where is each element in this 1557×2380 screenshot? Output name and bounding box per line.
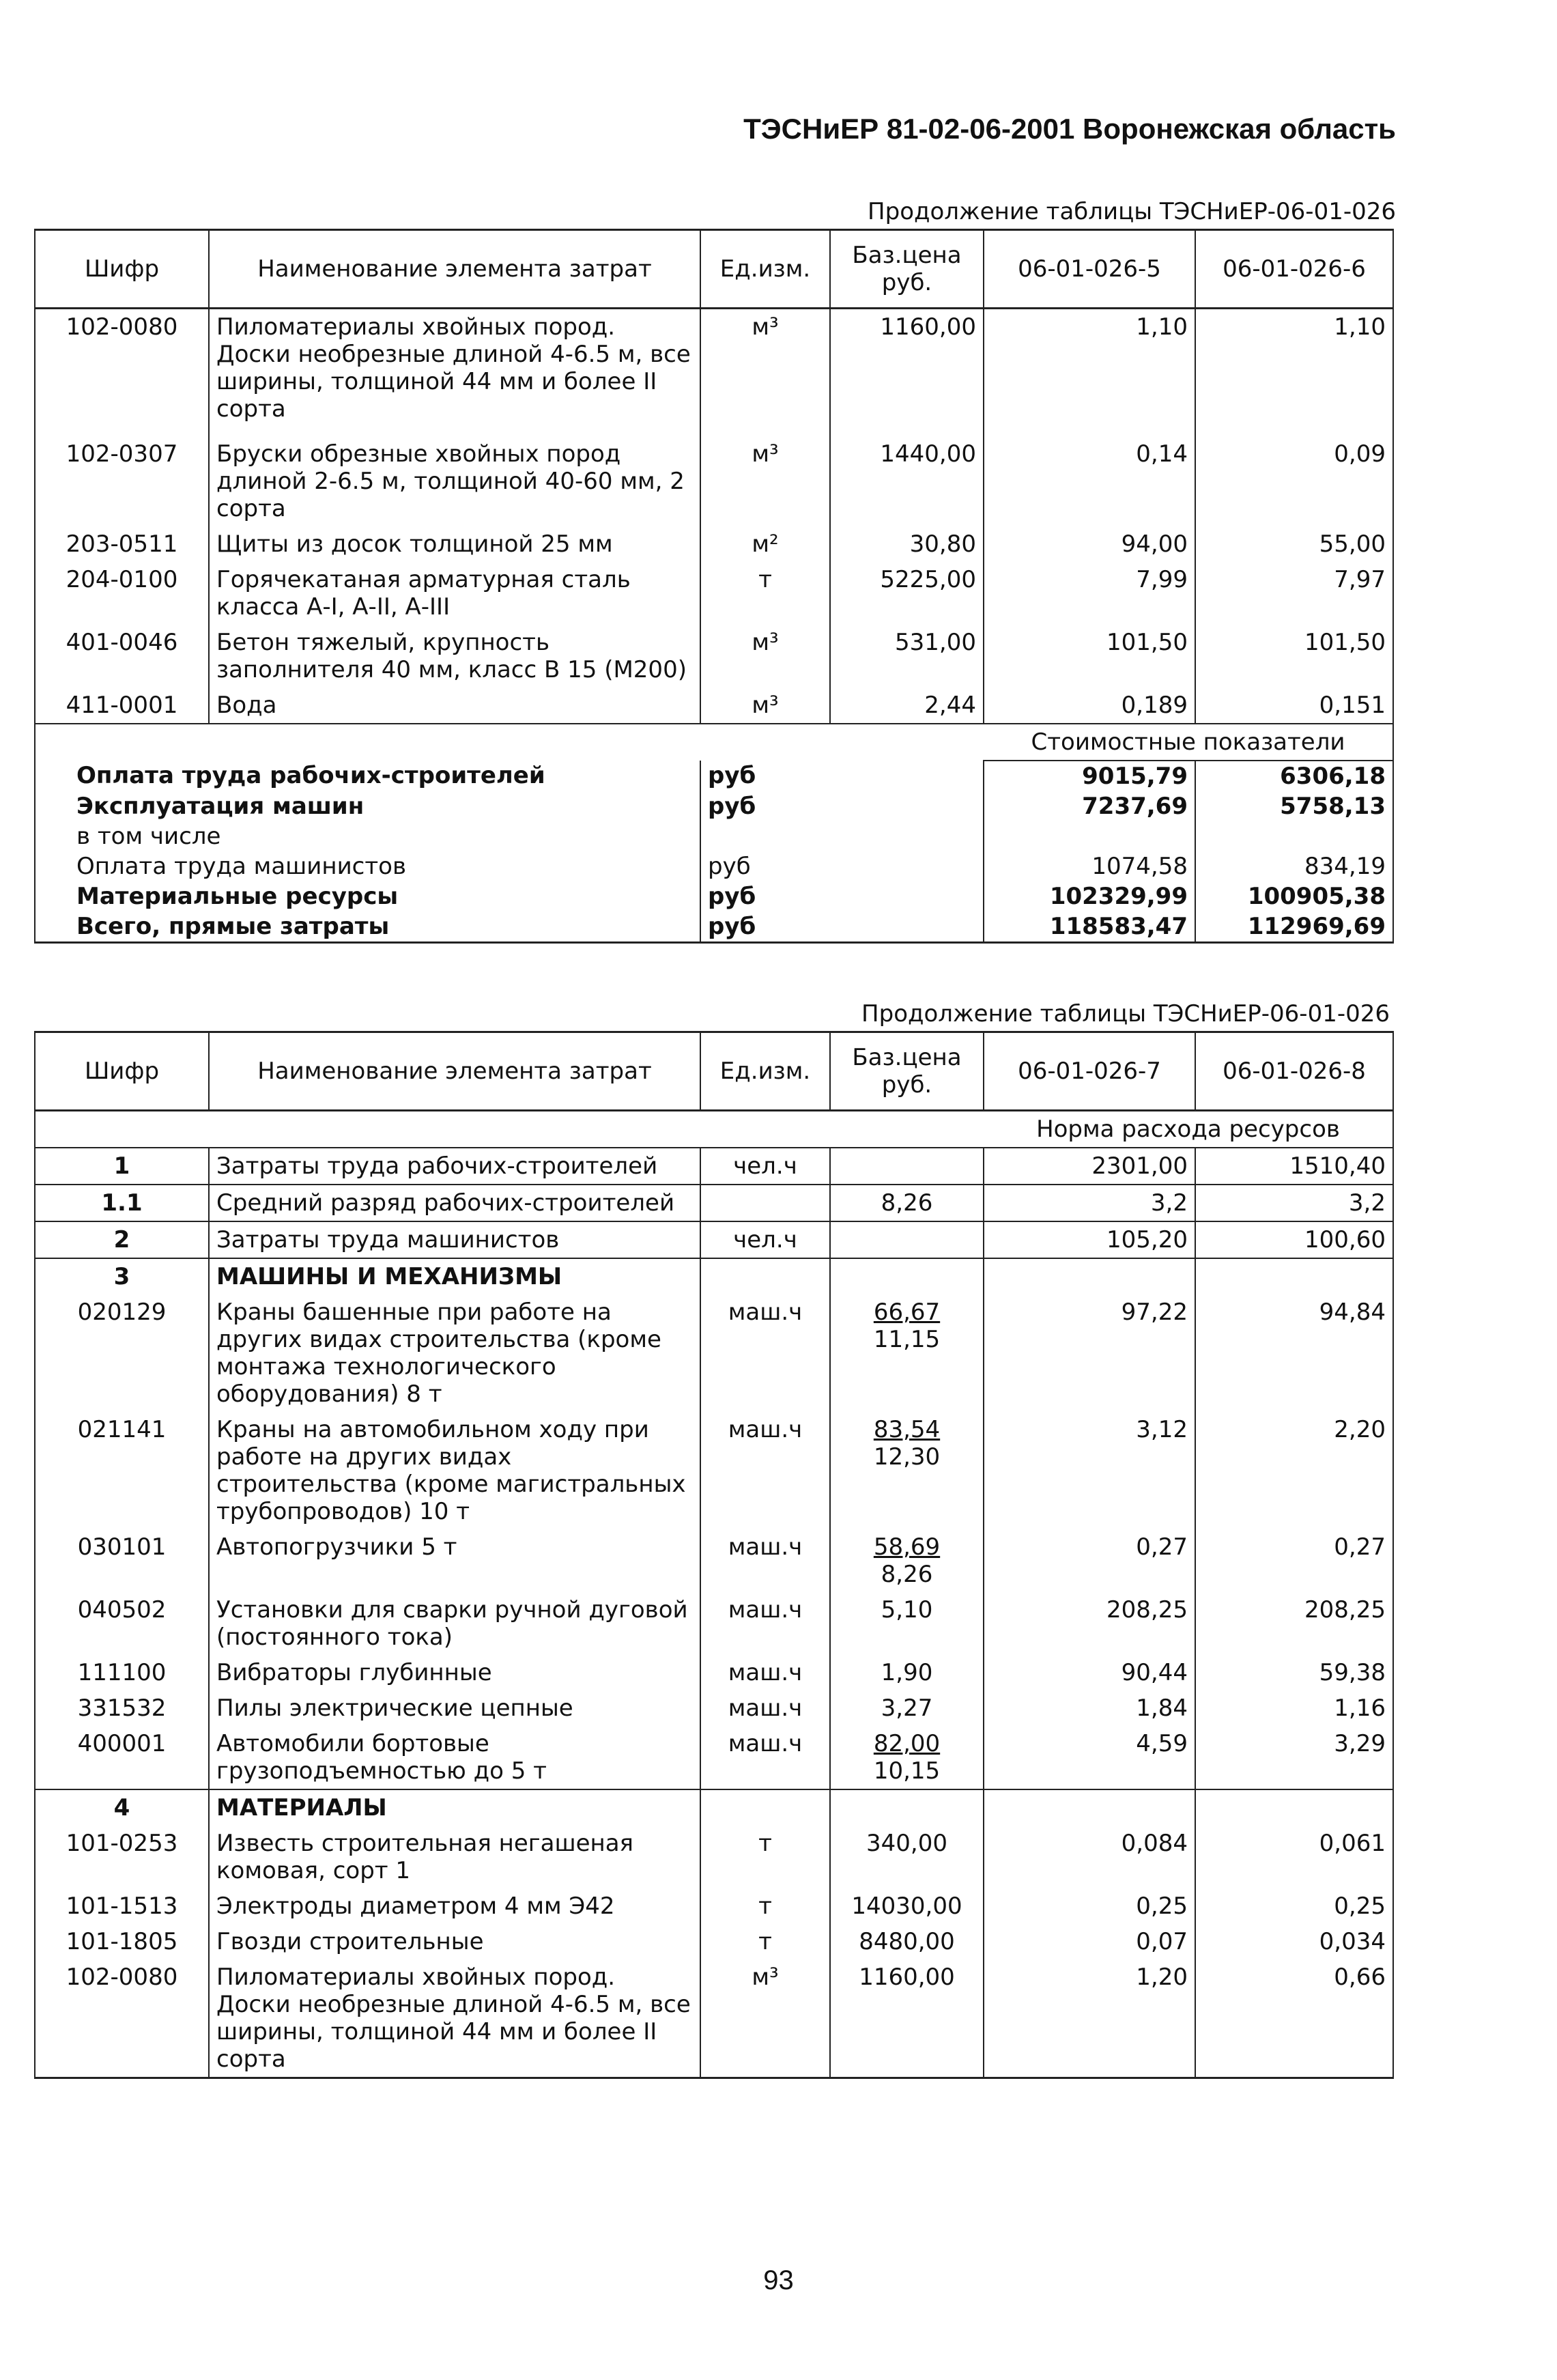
row-value-8: 0,25 bbox=[1195, 1888, 1393, 1924]
row-unit: маш.ч bbox=[700, 1412, 830, 1529]
cost-row bbox=[35, 821, 1393, 851]
row-value-8: 2,20 bbox=[1195, 1412, 1393, 1529]
row-code: 111100 bbox=[35, 1655, 209, 1690]
price-value: 5,10 bbox=[881, 1596, 933, 1624]
cost-value-6: 6306,18 bbox=[1195, 761, 1393, 791]
row-price bbox=[830, 1294, 984, 1412]
row-price: 1440,00 bbox=[830, 427, 984, 526]
price-value: 82,00 bbox=[873, 1730, 941, 1757]
cost-value-5: 1074,58 bbox=[984, 851, 1195, 881]
cost-value-6: 834,19 bbox=[1195, 851, 1393, 881]
row-price: 30,80 bbox=[830, 526, 984, 562]
cost-row bbox=[35, 761, 1393, 791]
row-code: 101-1805 bbox=[35, 1924, 209, 1959]
col-header-variant-7: 06-01-026-7 bbox=[984, 1032, 1195, 1111]
resource-table-1 bbox=[34, 229, 1394, 944]
row-code: 101-0253 bbox=[35, 1826, 209, 1888]
table-row bbox=[35, 1726, 1393, 1789]
table-row bbox=[35, 1294, 1393, 1412]
row-unit: м³ bbox=[700, 309, 830, 427]
row-name: Пилы электрические цепные bbox=[209, 1690, 700, 1726]
row-unit: чел.ч bbox=[700, 1148, 830, 1185]
row-value-7: 208,25 bbox=[984, 1592, 1195, 1655]
row-name: МАТЕРИАЛЫ bbox=[209, 1789, 700, 1826]
row-code: 2 bbox=[35, 1221, 209, 1258]
empty-cell bbox=[209, 724, 700, 761]
table-row bbox=[35, 427, 1393, 526]
row-unit: маш.ч bbox=[700, 1726, 830, 1789]
row-unit: т bbox=[700, 1888, 830, 1924]
cost-unit: руб bbox=[700, 881, 984, 911]
table-row bbox=[35, 1258, 1393, 1294]
resource-table-2 bbox=[34, 1031, 1394, 2079]
row-value-8: 100,60 bbox=[1195, 1221, 1393, 1258]
row-code: 021141 bbox=[35, 1412, 209, 1529]
row-value-8: 3,29 bbox=[1195, 1726, 1393, 1789]
row-name: Краны на автомобильном ходу при работе на других видах строительства (кроме магистральных трубопроводов) 10 т bbox=[209, 1412, 700, 1529]
empty-cell bbox=[700, 724, 830, 761]
row-price bbox=[830, 1924, 984, 1959]
row-name: Автопогрузчики 5 т bbox=[209, 1529, 700, 1592]
row-value-8: 1510,40 bbox=[1195, 1148, 1393, 1185]
row-price bbox=[830, 1258, 984, 1294]
price-machinist-value: 11,15 bbox=[873, 1326, 941, 1353]
row-value-7: 1,84 bbox=[984, 1690, 1195, 1726]
col-header-code: Шифр bbox=[35, 1032, 209, 1111]
row-price: 531,00 bbox=[830, 625, 984, 688]
row-value-8: 0,034 bbox=[1195, 1924, 1393, 1959]
row-unit bbox=[700, 1258, 830, 1294]
cost-name: Всего, прямые затраты bbox=[35, 911, 700, 943]
row-value-6: 0,151 bbox=[1195, 688, 1393, 724]
cost-row bbox=[35, 851, 1393, 881]
table-row bbox=[35, 1888, 1393, 1924]
row-unit: м³ bbox=[700, 688, 830, 724]
price-machinist-value: 10,15 bbox=[873, 1757, 941, 1785]
price-value: 8,26 bbox=[881, 1189, 933, 1217]
row-value-7 bbox=[984, 1258, 1195, 1294]
row-name: Электроды диаметром 4 мм Э42 bbox=[209, 1888, 700, 1924]
price-machinist-value: 12,30 bbox=[873, 1443, 941, 1471]
norm-header: Норма расхода ресурсов bbox=[984, 1111, 1393, 1148]
table-row bbox=[35, 309, 1393, 427]
row-value-7: 3,2 bbox=[984, 1185, 1195, 1221]
row-value-8: 0,66 bbox=[1195, 1959, 1393, 2078]
row-name: Средний разряд рабочих-строителей bbox=[209, 1185, 700, 1221]
cost-value-5: 7237,69 bbox=[984, 791, 1195, 821]
row-code: 331532 bbox=[35, 1690, 209, 1726]
row-price bbox=[830, 1826, 984, 1888]
row-name: Пиломатериалы хвойных пород. Доски необрезные длиной 4-6.5 м, все ширины, толщиной 44 мм и более II сорта bbox=[209, 309, 700, 427]
row-name: Краны башенные при работе на других видах строительства (кроме монтажа технологического оборудования) 8 т bbox=[209, 1294, 700, 1412]
empty-cell bbox=[830, 724, 984, 761]
table2-header-row bbox=[35, 1032, 1393, 1111]
table-row bbox=[35, 1221, 1393, 1258]
table-row bbox=[35, 1412, 1393, 1529]
cost-name: Эксплуатация машин bbox=[35, 791, 700, 821]
price-value: 58,69 bbox=[873, 1533, 941, 1561]
table-row bbox=[35, 1924, 1393, 1959]
row-name: Щиты из досок толщиной 25 мм bbox=[209, 526, 700, 562]
row-unit: м³ bbox=[700, 427, 830, 526]
row-price bbox=[830, 1959, 984, 2078]
table-row bbox=[35, 625, 1393, 688]
table-row bbox=[35, 1826, 1393, 1888]
price-value: 66,67 bbox=[873, 1299, 941, 1326]
row-code: 101-1513 bbox=[35, 1888, 209, 1924]
table2-caption: Продолжение таблицы ТЭСНиЕР-06-01-026 bbox=[861, 1000, 1390, 1028]
row-value-5: 101,50 bbox=[984, 625, 1195, 688]
cost-value-5 bbox=[984, 821, 1195, 851]
row-value-6: 0,09 bbox=[1195, 427, 1393, 526]
row-value-7: 0,07 bbox=[984, 1924, 1195, 1959]
table-row bbox=[35, 526, 1393, 562]
row-code: 040502 bbox=[35, 1592, 209, 1655]
row-value-8 bbox=[1195, 1789, 1393, 1826]
col-header-name: Наименование элемента затрат bbox=[209, 1032, 700, 1111]
row-value-5: 1,10 bbox=[984, 309, 1195, 427]
page-header-title: ТЭСНиЕР 81-02-06-2001 Воронежская область bbox=[743, 113, 1396, 145]
row-value-7: 90,44 bbox=[984, 1655, 1195, 1690]
row-value-7: 0,084 bbox=[984, 1826, 1195, 1888]
row-name: Бруски обрезные хвойных пород длиной 2-6.5 м, толщиной 40-60 мм, 2 сорта bbox=[209, 427, 700, 526]
row-value-8: 94,84 bbox=[1195, 1294, 1393, 1412]
row-price bbox=[830, 1789, 984, 1826]
row-price: 5225,00 bbox=[830, 562, 984, 625]
row-price bbox=[830, 1888, 984, 1924]
col-header-variant-5: 06-01-026-5 bbox=[984, 230, 1195, 309]
row-value-8: 208,25 bbox=[1195, 1592, 1393, 1655]
row-value-6: 1,10 bbox=[1195, 309, 1393, 427]
row-price: 1160,00 bbox=[830, 309, 984, 427]
row-unit: маш.ч bbox=[700, 1294, 830, 1412]
price-machinist-value: 8,26 bbox=[881, 1561, 933, 1588]
table-row bbox=[35, 562, 1393, 625]
table1-caption: Продолжение таблицы ТЭСНиЕР-06-01-026 bbox=[868, 198, 1396, 225]
row-value-5: 7,99 bbox=[984, 562, 1195, 625]
row-unit: маш.ч bbox=[700, 1592, 830, 1655]
row-code: 1 bbox=[35, 1148, 209, 1185]
cost-unit: руб bbox=[700, 761, 984, 791]
row-unit: чел.ч bbox=[700, 1221, 830, 1258]
cost-value-6: 112969,69 bbox=[1195, 911, 1393, 943]
page-number: 93 bbox=[763, 2265, 794, 2295]
table-row bbox=[35, 688, 1393, 724]
cost-value-5: 9015,79 bbox=[984, 761, 1195, 791]
cost-value-6: 100905,38 bbox=[1195, 881, 1393, 911]
row-price bbox=[830, 1529, 984, 1592]
row-unit bbox=[700, 1789, 830, 1826]
row-value-6: 55,00 bbox=[1195, 526, 1393, 562]
row-price bbox=[830, 1592, 984, 1655]
cost-value-6 bbox=[1195, 821, 1393, 851]
col-header-variant-8: 06-01-026-8 bbox=[1195, 1032, 1393, 1111]
row-price bbox=[830, 1148, 984, 1185]
row-value-7: 0,25 bbox=[984, 1888, 1195, 1924]
price-value: 3,27 bbox=[881, 1695, 933, 1722]
row-unit: маш.ч bbox=[700, 1529, 830, 1592]
table-row bbox=[35, 1592, 1393, 1655]
row-code: 1.1 bbox=[35, 1185, 209, 1221]
row-code: 400001 bbox=[35, 1726, 209, 1789]
row-value-6: 101,50 bbox=[1195, 625, 1393, 688]
cost-unit: руб bbox=[700, 911, 984, 943]
row-name: Установки для сварки ручной дуговой (постоянного тока) bbox=[209, 1592, 700, 1655]
row-name: Горячекатаная арматурная сталь класса А-I, А-II, А-III bbox=[209, 562, 700, 625]
row-value-5: 0,189 bbox=[984, 688, 1195, 724]
cost-name: Оплата труда машинистов bbox=[35, 851, 700, 881]
row-price bbox=[830, 1412, 984, 1529]
row-unit: м² bbox=[700, 526, 830, 562]
row-value-8 bbox=[1195, 1258, 1393, 1294]
table-row bbox=[35, 1185, 1393, 1221]
row-unit: маш.ч bbox=[700, 1690, 830, 1726]
row-unit: т bbox=[700, 562, 830, 625]
price-value: 83,54 bbox=[873, 1416, 941, 1443]
row-name: Известь строительная негашеная комовая, сорт 1 bbox=[209, 1826, 700, 1888]
row-value-7: 0,27 bbox=[984, 1529, 1195, 1592]
col-header-price: Баз.цена руб. bbox=[830, 230, 984, 309]
row-code: 030101 bbox=[35, 1529, 209, 1592]
table1-header-row bbox=[35, 230, 1393, 309]
row-code: 3 bbox=[35, 1258, 209, 1294]
row-unit: т bbox=[700, 1826, 830, 1888]
row-name: Бетон тяжелый, крупность заполнителя 40 мм, класс В 15 (М200) bbox=[209, 625, 700, 688]
cost-value-5: 102329,99 bbox=[984, 881, 1195, 911]
row-unit: маш.ч bbox=[700, 1655, 830, 1690]
price-value: 1160,00 bbox=[859, 1964, 955, 1991]
row-unit: м³ bbox=[700, 1959, 830, 2078]
norm-header-row bbox=[35, 1111, 1393, 1148]
col-header-code: Шифр bbox=[35, 230, 209, 309]
col-header-price: Баз.цена руб. bbox=[830, 1032, 984, 1111]
cost-unit: руб bbox=[700, 791, 984, 821]
price-value: 1,90 bbox=[881, 1659, 933, 1686]
row-value-8: 0,061 bbox=[1195, 1826, 1393, 1888]
price-value: 340,00 bbox=[866, 1830, 947, 1857]
price-value: 8480,00 bbox=[859, 1928, 955, 1955]
row-code: 102-0080 bbox=[35, 1959, 209, 2078]
col-header-name: Наименование элемента затрат bbox=[209, 230, 700, 309]
row-name: Затраты труда машинистов bbox=[209, 1221, 700, 1258]
row-value-7: 105,20 bbox=[984, 1221, 1195, 1258]
row-name: Пиломатериалы хвойных пород. Доски необрезные длиной 4-6.5 м, все ширины, толщиной 44 мм и более II сорта bbox=[209, 1959, 700, 2078]
cost-unit bbox=[700, 821, 984, 851]
cost-unit: руб bbox=[700, 851, 984, 881]
row-unit: м³ bbox=[700, 625, 830, 688]
row-code: 411-0001 bbox=[35, 688, 209, 724]
row-code: 204-0100 bbox=[35, 562, 209, 625]
row-code: 102-0080 bbox=[35, 309, 209, 427]
price-value: 14030,00 bbox=[851, 1893, 962, 1920]
row-code: 102-0307 bbox=[35, 427, 209, 526]
row-value-7 bbox=[984, 1789, 1195, 1826]
row-price bbox=[830, 1726, 984, 1789]
row-code: 203-0511 bbox=[35, 526, 209, 562]
row-value-7: 1,20 bbox=[984, 1959, 1195, 2078]
cost-row bbox=[35, 911, 1393, 943]
cost-row bbox=[35, 791, 1393, 821]
cost-value-6: 5758,13 bbox=[1195, 791, 1393, 821]
row-value-7: 3,12 bbox=[984, 1412, 1195, 1529]
row-price bbox=[830, 1221, 984, 1258]
table-row bbox=[35, 1789, 1393, 1826]
row-value-7: 97,22 bbox=[984, 1294, 1195, 1412]
row-name: МАШИНЫ И МЕХАНИЗМЫ bbox=[209, 1258, 700, 1294]
cost-name: в том числе bbox=[35, 821, 700, 851]
row-value-7: 4,59 bbox=[984, 1726, 1195, 1789]
row-value-8: 3,2 bbox=[1195, 1185, 1393, 1221]
row-name: Автомобили бортовые грузоподъемностью до 5 т bbox=[209, 1726, 700, 1789]
row-value-6: 7,97 bbox=[1195, 562, 1393, 625]
table-row bbox=[35, 1655, 1393, 1690]
cost-name: Материальные ресурсы bbox=[35, 881, 700, 911]
row-name: Вибраторы глубинные bbox=[209, 1655, 700, 1690]
table-row bbox=[35, 1690, 1393, 1726]
empty-cell bbox=[35, 724, 209, 761]
row-price bbox=[830, 1655, 984, 1690]
row-price bbox=[830, 1690, 984, 1726]
row-code: 4 bbox=[35, 1789, 209, 1826]
row-value-8: 0,27 bbox=[1195, 1529, 1393, 1592]
cost-name: Оплата труда рабочих-строителей bbox=[35, 761, 700, 791]
table-row bbox=[35, 1959, 1393, 2078]
table-row bbox=[35, 1148, 1393, 1185]
row-price: 2,44 bbox=[830, 688, 984, 724]
row-unit bbox=[700, 1185, 830, 1221]
row-name: Затраты труда рабочих-строителей bbox=[209, 1148, 700, 1185]
row-value-5: 0,14 bbox=[984, 427, 1195, 526]
cost-value-5: 118583,47 bbox=[984, 911, 1195, 943]
row-price bbox=[830, 1185, 984, 1221]
cost-row bbox=[35, 881, 1393, 911]
cost-header: Стоимостные показатели bbox=[984, 724, 1393, 761]
row-value-7: 2301,00 bbox=[984, 1148, 1195, 1185]
row-value-8: 59,38 bbox=[1195, 1655, 1393, 1690]
row-name: Вода bbox=[209, 688, 700, 724]
col-header-variant-6: 06-01-026-6 bbox=[1195, 230, 1393, 309]
row-name: Гвозди строительные bbox=[209, 1924, 700, 1959]
cost-header-row bbox=[35, 724, 1393, 761]
row-code: 020129 bbox=[35, 1294, 209, 1412]
row-code: 401-0046 bbox=[35, 625, 209, 688]
row-unit: т bbox=[700, 1924, 830, 1959]
col-header-unit: Ед.изм. bbox=[700, 1032, 830, 1111]
col-header-unit: Ед.изм. bbox=[700, 230, 830, 309]
row-value-8: 1,16 bbox=[1195, 1690, 1393, 1726]
table-row bbox=[35, 1529, 1393, 1592]
row-value-5: 94,00 bbox=[984, 526, 1195, 562]
